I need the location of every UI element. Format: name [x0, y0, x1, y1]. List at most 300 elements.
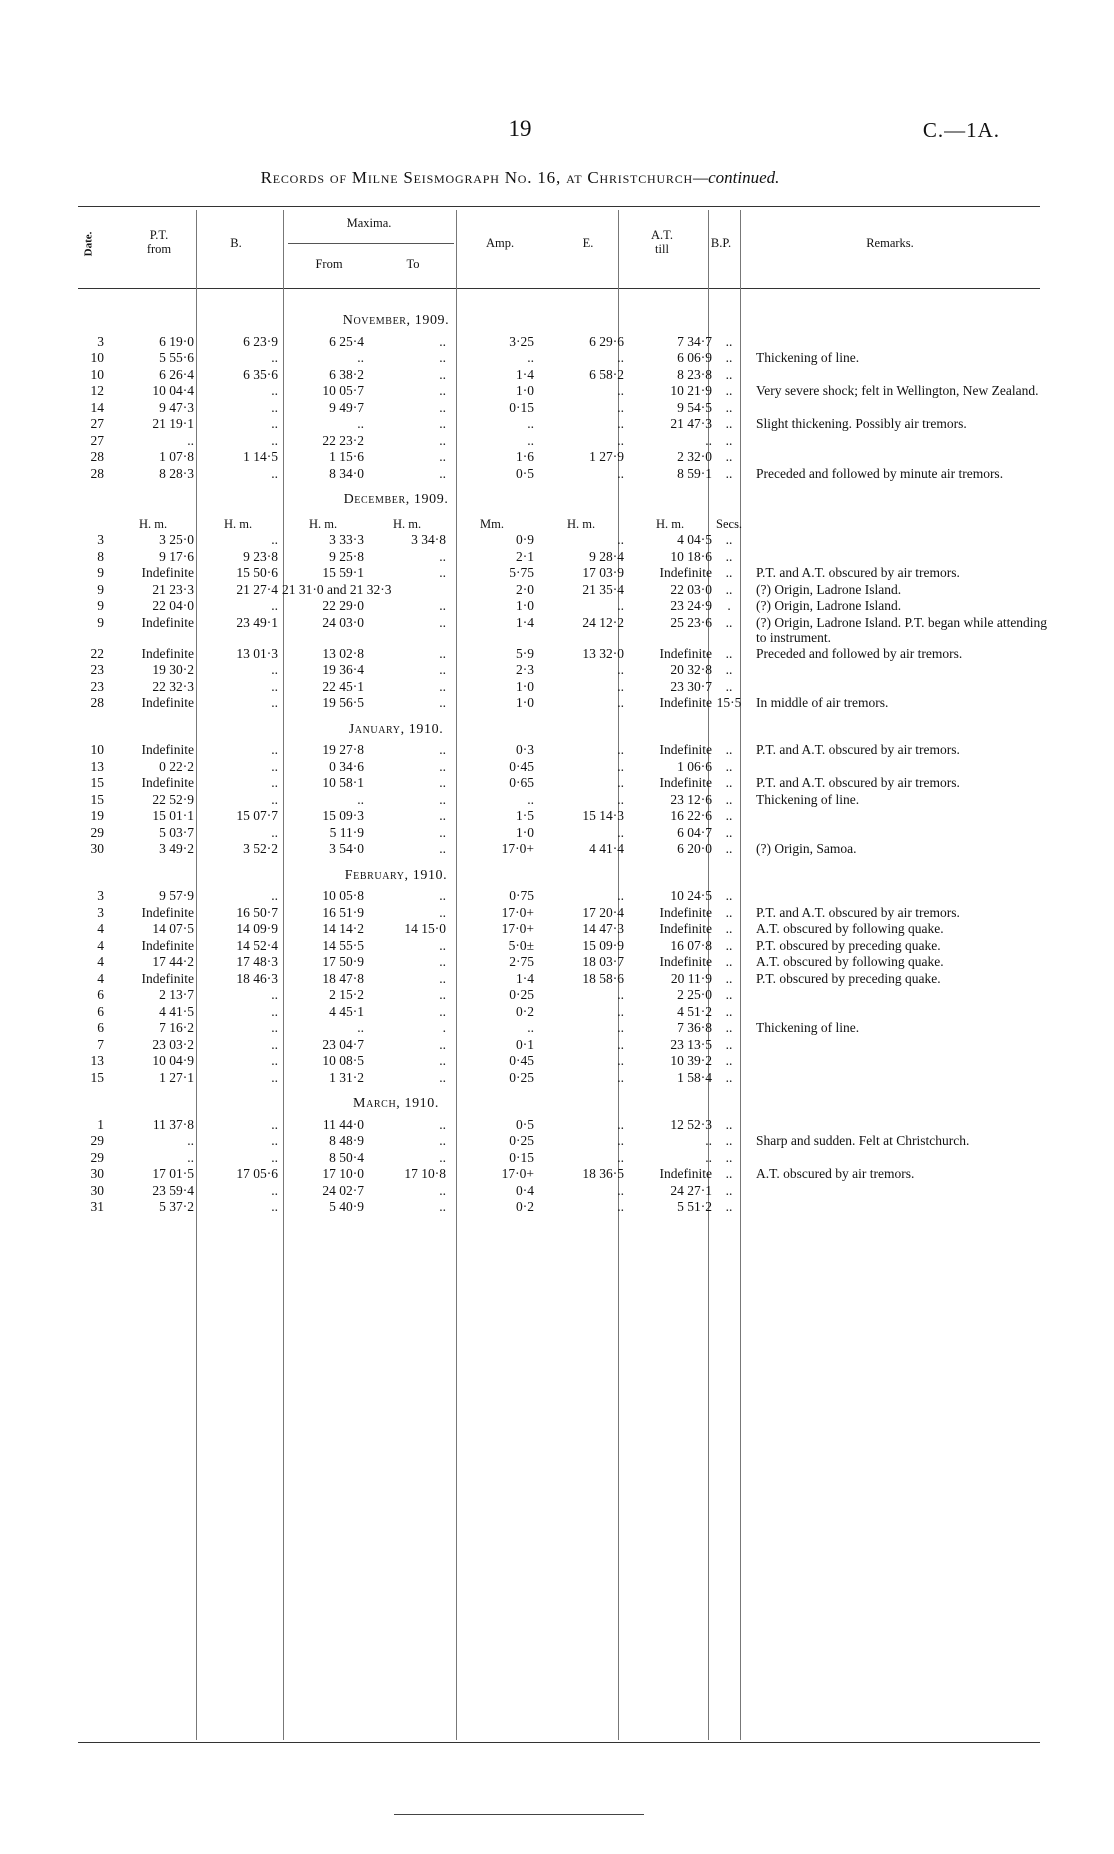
cell-bp: ..	[725, 465, 733, 481]
cell-amp: 17·0+	[501, 921, 534, 936]
cell-date: 13	[90, 758, 104, 774]
table-row	[78, 1053, 1060, 1070]
cell-e: ..	[617, 1116, 624, 1132]
cell-from: 15 59·1	[322, 565, 364, 580]
cell-amp: 17·0+	[501, 1166, 534, 1181]
cell-bp: ..	[725, 532, 733, 547]
cell-to: ..	[439, 366, 446, 382]
table-row	[78, 808, 1060, 825]
table-row	[78, 582, 1060, 599]
cell-pt: 11 37·8	[152, 1116, 194, 1132]
cell-from: 22 29·0	[322, 598, 364, 613]
units-row	[78, 513, 1060, 533]
header-date: Date.	[82, 231, 95, 257]
cell-at: Indefinite	[659, 565, 713, 580]
cell-remarks: Very severe shock; felt in Wellington, New Zealand.	[756, 383, 1039, 398]
cell-date: 22	[90, 645, 104, 661]
header-maxima-from: From	[315, 257, 343, 271]
cell-to: ..	[439, 841, 446, 856]
month-heading-row	[78, 858, 1060, 889]
cell-to: ..	[439, 758, 446, 774]
cell-e: 13 32·0	[582, 645, 624, 661]
cell-to: ..	[439, 1182, 446, 1198]
cell-pt: 21 23·3	[152, 581, 194, 597]
cell-remarks: Sharp and sudden. Felt at Christchurch.	[756, 1133, 970, 1148]
cell-to: ..	[439, 1053, 446, 1068]
footer-rule	[394, 1814, 644, 1815]
table-row	[78, 598, 1060, 615]
cell-e: ..	[617, 1069, 624, 1085]
cell-bp: ..	[725, 1003, 733, 1019]
cell-remarks: Preceded and followed by air tremors.	[756, 645, 963, 661]
cell-bp: .	[727, 598, 731, 613]
month-heading-row	[78, 303, 1060, 334]
cell-from: 6 38·2	[329, 366, 364, 382]
cell-pt: 9 57·9	[159, 888, 194, 903]
cell-bp: ..	[725, 662, 733, 677]
cell-amp: 0·45	[509, 1053, 534, 1068]
cell-to: ..	[439, 970, 446, 986]
cell-b: ..	[271, 1020, 278, 1035]
cell-pt: 15 01·1	[152, 808, 194, 823]
cell-bp: ..	[725, 1149, 733, 1165]
table-row	[78, 400, 1060, 417]
cell-e: ..	[617, 678, 624, 694]
unit-from: H. m.	[308, 516, 338, 531]
cell-at: 12 52·3	[670, 1116, 713, 1132]
cell-pt: 3 25·0	[159, 532, 194, 547]
cell-to: ..	[439, 742, 446, 757]
month-heading-spacer	[714, 712, 1060, 743]
cell-at: 16 07·8	[670, 937, 713, 953]
cell-remarks	[744, 433, 1060, 450]
cell-amp: ..	[527, 432, 534, 448]
cell-date: 23	[90, 678, 104, 694]
cell-b: 18 46·3	[236, 970, 278, 986]
cell-at: 10 21·9	[670, 383, 713, 398]
cell-at: Indefinite	[659, 695, 713, 710]
cell-to: ..	[439, 1003, 446, 1019]
cell-pt: 2 13·7	[159, 987, 194, 1002]
cell-amp: 0·65	[509, 775, 534, 790]
cell-e: ..	[617, 888, 624, 903]
cell-remarks: In middle of air tremors.	[756, 695, 889, 710]
cell-date: 23	[90, 662, 104, 677]
cell-amp: 1·0	[516, 598, 534, 613]
header-top-rule	[78, 206, 1040, 207]
header-maxima: Maxima.	[346, 216, 392, 230]
cell-e: ..	[617, 432, 624, 448]
cell-from: 17 50·9	[322, 954, 364, 969]
table-row	[78, 987, 1060, 1004]
cell-to: 3 34·8	[411, 532, 446, 547]
table-row	[78, 383, 1060, 400]
cell-b: ..	[271, 465, 278, 481]
cell-bp: ..	[725, 808, 733, 823]
cell-remarks: (?) Origin, Ladrone Island.	[756, 598, 902, 613]
document-reference: C.—1A.	[922, 118, 1000, 142]
cell-date: 6	[97, 987, 104, 1002]
cell-from: 10 05·8	[322, 888, 364, 903]
cell-b: 15 07·7	[236, 808, 278, 823]
cell-date: 28	[90, 465, 104, 481]
cell-e: ..	[617, 1182, 624, 1198]
cell-to: ..	[439, 1199, 446, 1214]
cell-to: ..	[439, 548, 446, 564]
table-row	[78, 792, 1060, 809]
cell-remarks	[744, 1070, 1060, 1087]
table-row	[78, 334, 1060, 351]
cell-bp: ..	[725, 449, 733, 464]
cell-from: 17 10·0	[322, 1166, 364, 1181]
cell-date: 6	[97, 1020, 104, 1035]
cell-b: 21 27·4	[236, 581, 278, 597]
unit-blank	[744, 513, 1060, 533]
cell-amp: 0·2	[516, 1003, 534, 1019]
month-heading-spacer	[714, 1086, 1060, 1117]
cell-bp: ..	[725, 841, 733, 856]
cell-from: 1 31·2	[329, 1069, 364, 1085]
cell-date: 4	[97, 921, 104, 936]
cell-pt: ..	[187, 1133, 194, 1148]
table-row	[78, 466, 1060, 483]
cell-amp: 0·9	[516, 532, 534, 547]
cell-from: 21 31·0 and 21 32·3	[282, 581, 392, 597]
cell-e: 24 12·2	[582, 614, 624, 630]
cell-date: 1	[97, 1116, 104, 1132]
cell-bp: ..	[725, 1053, 733, 1068]
cell-pt: 23 59·4	[152, 1182, 194, 1198]
cell-at: 1 58·4	[677, 1069, 713, 1085]
cell-bp: 15·5	[716, 695, 742, 710]
unit-amp: Mm.	[480, 516, 504, 531]
table-row	[78, 695, 1060, 712]
month-heading-row	[78, 482, 1060, 513]
cell-amp: 1·0	[516, 383, 534, 398]
cell-e: ..	[617, 1020, 624, 1035]
cell-remarks	[744, 449, 1060, 466]
cell-b: ..	[271, 987, 278, 1002]
cell-remarks: P.T. and A.T. obscured by air tremors.	[756, 904, 960, 920]
cell-pt: 21 19·1	[152, 416, 194, 431]
table-row	[78, 1150, 1060, 1167]
cell-to: ..	[439, 614, 446, 630]
cell-to: ..	[439, 888, 446, 903]
table-row	[78, 905, 1060, 922]
cell-to: ..	[439, 987, 446, 1002]
cell-bp: ..	[725, 791, 733, 807]
cell-date: 15	[90, 791, 104, 807]
cell-remarks: Thickening of line.	[756, 791, 860, 807]
cell-from: ..	[357, 416, 364, 431]
cell-at: 1 06·6	[677, 758, 713, 774]
cell-b: ..	[271, 1116, 278, 1132]
cell-from: 8 34·0	[329, 465, 364, 481]
cell-bp: ..	[725, 350, 733, 365]
cell-amp: 5·9	[516, 645, 534, 661]
cell-amp: 2·1	[516, 548, 534, 564]
cell-b: ..	[271, 1182, 278, 1198]
cell-b: 6 23·9	[243, 333, 278, 349]
cell-from: 9 49·7	[329, 399, 364, 415]
cell-e: ..	[617, 1199, 624, 1214]
cell-from: 19 27·8	[322, 742, 364, 757]
cell-from: 3 33·3	[329, 532, 364, 547]
cell-to: ..	[439, 695, 446, 710]
table-row	[78, 775, 1060, 792]
cell-remarks	[744, 679, 1060, 696]
cell-e: ..	[617, 383, 624, 398]
cell-at: 23 13·5	[670, 1036, 713, 1052]
table-row	[78, 367, 1060, 384]
cell-date: 9	[97, 614, 104, 630]
cell-amp: 0·1	[516, 1036, 534, 1052]
cell-b: ..	[271, 758, 278, 774]
table-row	[78, 449, 1060, 466]
cell-remarks	[744, 367, 1060, 384]
cell-to: ..	[439, 1069, 446, 1085]
cell-amp: 1·4	[516, 614, 534, 630]
cell-pt: 19 30·2	[152, 662, 194, 677]
cell-bp: ..	[725, 333, 733, 349]
cell-to: ..	[439, 449, 446, 464]
cell-at: 23 24·9	[670, 598, 713, 613]
cell-pt: 14 07·5	[152, 921, 194, 936]
cell-amp: ..	[527, 1020, 534, 1035]
cell-remarks	[744, 1150, 1060, 1167]
cell-from: 24 03·0	[322, 614, 364, 630]
cell-from: 14 55·5	[322, 937, 364, 953]
cell-amp: 2·3	[516, 662, 534, 677]
cell-pt: ..	[187, 432, 194, 448]
cell-amp: 2·75	[509, 954, 534, 969]
cell-date: 12	[90, 383, 104, 398]
cell-b: 14 52·4	[236, 937, 278, 953]
cell-b: ..	[271, 399, 278, 415]
cell-to: ..	[439, 1036, 446, 1052]
unit-to: H. m.	[392, 516, 422, 531]
cell-e: ..	[617, 399, 624, 415]
cell-remarks: P.T. obscured by preceding quake.	[756, 970, 941, 986]
cell-from: 11 44·0	[322, 1116, 364, 1132]
table-row	[78, 954, 1060, 971]
cell-date: 3	[97, 904, 104, 920]
cell-remarks	[744, 1183, 1060, 1200]
cell-b: 13 01·3	[236, 645, 278, 661]
cell-b: ..	[271, 1003, 278, 1019]
cell-e: ..	[617, 791, 624, 807]
cell-to: ..	[439, 350, 446, 365]
cell-b: ..	[271, 742, 278, 757]
cell-remarks: P.T. obscured by preceding quake.	[756, 937, 941, 953]
table-row	[78, 938, 1060, 955]
header-e: E.	[582, 236, 594, 250]
cell-e: 18 03·7	[582, 954, 624, 969]
cell-amp: 0·25	[509, 1133, 534, 1148]
unit-b: H. m.	[223, 516, 253, 531]
cell-bp: ..	[725, 987, 733, 1002]
cell-e: ..	[617, 1036, 624, 1052]
cell-pt: Indefinite	[141, 937, 194, 953]
cell-e: ..	[617, 987, 624, 1002]
cell-from: 8 50·4	[329, 1149, 364, 1165]
seismograph-records-table	[78, 303, 1060, 1216]
cell-bp: ..	[725, 383, 733, 398]
cell-pt: 8 28·3	[159, 465, 194, 481]
cell-remarks	[744, 808, 1060, 825]
cell-date: 10	[90, 742, 104, 757]
cell-at: 8 59·1	[677, 465, 713, 481]
cell-b: ..	[271, 1036, 278, 1052]
cell-at: 20 32·8	[670, 662, 713, 677]
cell-bp: ..	[725, 432, 733, 448]
cell-to: ..	[439, 416, 446, 431]
cell-date: 6	[97, 1003, 104, 1019]
unit-bp: Secs.	[716, 516, 743, 531]
cell-from: 14 14·2	[322, 921, 364, 936]
cell-at: 6 20·0	[677, 841, 713, 856]
cell-from: 22 23·2	[322, 432, 364, 448]
cell-e: 18 36·5	[582, 1166, 624, 1181]
table-row	[78, 662, 1060, 679]
cell-bp: ..	[725, 954, 733, 969]
table-row	[78, 433, 1060, 450]
cell-remarks: Thickening of line.	[756, 350, 860, 365]
cell-bp: ..	[725, 1020, 733, 1035]
cell-pt: 7 16·2	[159, 1020, 194, 1035]
cell-amp: 2·0	[516, 581, 534, 597]
cell-remarks	[744, 532, 1060, 549]
cell-at: 10 24·5	[670, 888, 713, 903]
cell-date: 29	[90, 1149, 104, 1165]
cell-to: ..	[439, 937, 446, 953]
cell-at: 4 51·2	[677, 1003, 713, 1019]
cell-amp: 0·25	[509, 1069, 534, 1085]
cell-pt: 9 17·6	[159, 548, 194, 564]
cell-at: 6 04·7	[677, 824, 713, 840]
cell-from: ..	[357, 1020, 364, 1035]
cell-to: .	[442, 1020, 446, 1035]
cell-to: ..	[439, 824, 446, 840]
cell-e: ..	[617, 1053, 624, 1068]
cell-pt: 17 44·2	[152, 954, 194, 969]
cell-pt: Indefinite	[141, 742, 194, 757]
table-row	[78, 1133, 1060, 1150]
cell-b: 1 14·5	[243, 449, 278, 464]
cell-amp: 1·0	[516, 824, 534, 840]
cell-amp: 0·15	[509, 399, 534, 415]
table-row	[78, 1117, 1060, 1134]
cell-bp: ..	[725, 742, 733, 757]
cell-pt: 0 22·2	[159, 758, 194, 774]
month-heading: March, 1910.	[353, 1096, 439, 1111]
cell-e: 18 58·6	[582, 970, 624, 986]
cell-bp: ..	[725, 399, 733, 415]
cell-to: 17 10·8	[404, 1166, 446, 1181]
cell-b: ..	[271, 1149, 278, 1165]
cell-pt: Indefinite	[141, 695, 194, 710]
cell-remarks	[744, 825, 1060, 842]
cell-at: 16 22·6	[670, 808, 713, 823]
table-row	[78, 841, 1060, 858]
cell-from: 9 25·8	[329, 548, 364, 564]
table-row	[78, 549, 1060, 566]
cell-pt: 4 41·5	[159, 1003, 194, 1019]
cell-remarks: Thickening of line.	[756, 1020, 860, 1035]
cell-bp: ..	[725, 1036, 733, 1052]
cell-date: 28	[90, 449, 104, 464]
cell-remarks: (?) Origin, Ladrone Island.	[756, 581, 902, 597]
cell-pt: Indefinite	[141, 970, 194, 986]
cell-amp: 5·75	[509, 565, 534, 580]
unit-pt: H. m.	[138, 516, 168, 531]
cell-b: 15 50·6	[236, 565, 278, 580]
cell-at: Indefinite	[659, 954, 713, 969]
cell-date: 8	[97, 548, 104, 564]
cell-amp: 17·0+	[501, 904, 534, 920]
cell-b: ..	[271, 1133, 278, 1148]
cell-bp: ..	[725, 565, 733, 580]
table-row	[78, 1004, 1060, 1021]
cell-at: Indefinite	[659, 742, 713, 757]
cell-pt: Indefinite	[141, 614, 194, 630]
cell-remarks: P.T. and A.T. obscured by air tremors.	[756, 742, 960, 757]
cell-amp: 0·15	[509, 1149, 534, 1165]
cell-e: ..	[617, 758, 624, 774]
cell-to: ..	[439, 775, 446, 790]
cell-pt: 17 01·5	[152, 1166, 194, 1181]
cell-at: 4 04·5	[677, 532, 713, 547]
cell-pt: 1 27·1	[159, 1069, 194, 1085]
table-row	[78, 921, 1060, 938]
cell-from: 13 02·8	[322, 645, 364, 661]
cell-e: ..	[617, 1133, 624, 1148]
cell-at: 8 23·8	[677, 366, 713, 382]
cell-bp: ..	[725, 1116, 733, 1132]
cell-at: 22 03·0	[670, 581, 713, 597]
cell-pt: 6 26·4	[159, 366, 194, 382]
cell-date: 4	[97, 937, 104, 953]
title-suffix: —continued.	[693, 168, 780, 187]
cell-e: 6 58·2	[589, 366, 624, 382]
cell-pt: Indefinite	[141, 645, 194, 661]
cell-b: ..	[271, 532, 278, 547]
table-row	[78, 350, 1060, 367]
cell-b: ..	[271, 350, 278, 365]
cell-b: ..	[271, 791, 278, 807]
cell-b: ..	[271, 775, 278, 790]
cell-e: 15 09·9	[582, 937, 624, 953]
cell-amp: 0·3	[516, 742, 534, 757]
cell-from: 10 08·5	[322, 1053, 364, 1068]
cell-date: 4	[97, 970, 104, 986]
cell-bp: ..	[725, 1133, 733, 1148]
cell-at: 7 36·8	[677, 1020, 713, 1035]
cell-pt: 5 55·6	[159, 350, 194, 365]
cell-amp: ..	[527, 350, 534, 365]
cell-date: 27	[90, 432, 104, 448]
cell-amp: 0·2	[516, 1199, 534, 1214]
cell-remarks: Preceded and followed by minute air tremors.	[756, 465, 1004, 481]
cell-b: 9 23·8	[243, 548, 278, 564]
month-heading-row	[78, 1086, 1060, 1117]
cell-e: ..	[617, 1003, 624, 1019]
cell-from: 4 45·1	[329, 1003, 364, 1019]
table-row	[78, 416, 1060, 433]
cell-pt: 22 52·9	[152, 791, 194, 807]
cell-b: ..	[271, 678, 278, 694]
unit-e: H. m.	[566, 516, 596, 531]
